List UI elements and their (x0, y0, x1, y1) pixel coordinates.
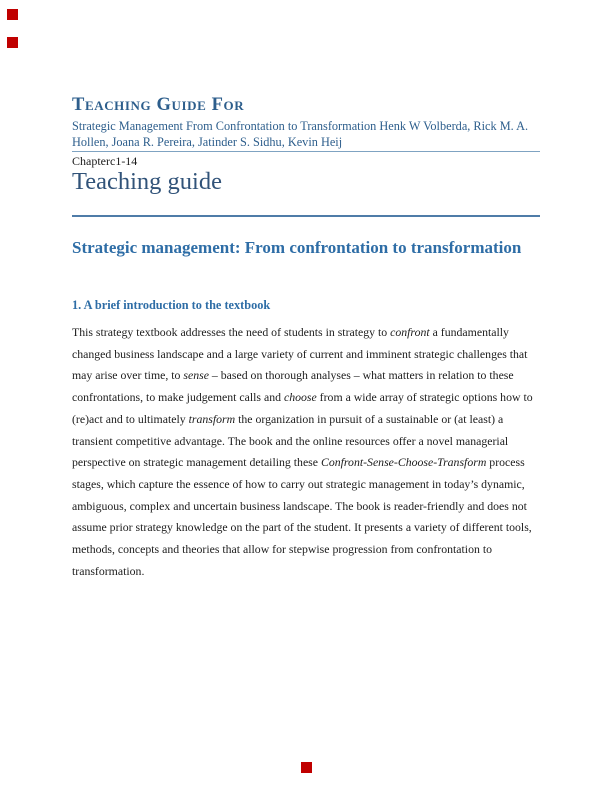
subsection-heading: 1. A brief introduction to the textbook (72, 298, 271, 312)
chapter-label: Chapterc1-14 (72, 154, 138, 168)
paragraph-text-italic: choose (283, 390, 317, 405)
paragraph-text: the organization in pursuit of a sustainable or (at least) a transient competitive advantage. The book and the online resources offer a novel managerial perspective on strategic management detailing these (72, 411, 509, 470)
header-title: Teaching Guide For (72, 95, 245, 115)
annotation-marker-icon (7, 37, 18, 48)
header-divider (72, 151, 540, 152)
section-heading: Strategic management: From confrontation to transformation (72, 238, 522, 257)
paragraph-text: – based on thorough analyses – what matters in relation to these confrontations, to make judgement calls and (72, 368, 514, 405)
document-title: Teaching guide (72, 168, 222, 195)
page-content (72, 0, 540, 792)
paragraph-text-italic: transform (188, 411, 236, 426)
title-divider (72, 215, 540, 217)
paragraph-text: from a wide array of strategic options how to (re)act and to ultimately (72, 390, 533, 426)
paragraph-text: process stages, which capture the essence of how to carry out strategic management in today’s dynamic, ambiguous, complex and uncertain business landscape. The book is reader-friendly and does not assume prior strategy knowledge on the part of the student. It presents a variety of different tools, methods, concepts and theories that allow for stepwise progression from confrontation to transformation. (72, 455, 532, 578)
paragraph-text-italic: sense (183, 368, 209, 383)
paragraph-text-italic: Confront-Sense-Choose-Transform (320, 455, 487, 470)
paragraph-text-italic: confront (390, 325, 430, 339)
paragraph-text: This strategy textbook addresses the need of students in strategy to (72, 325, 391, 339)
paragraph-text: a fundamentally changed business landscape and a large variety of current and imminent strategic challenges that may arise over time, to (72, 325, 528, 383)
header-subtitle: Strategic Management From Confrontation to Transformation Henk W Volberda, Rick M. A. Hollen, Joana R. Pereira, Jatinder S. Sidhu, Kevin Heij (72, 119, 529, 149)
annotation-marker-icon (7, 9, 18, 20)
intro-paragraph (72, 322, 540, 582)
